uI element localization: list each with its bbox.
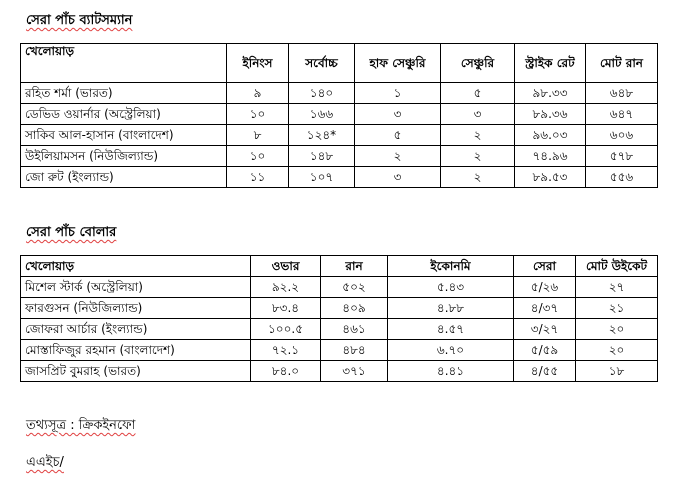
table-row <box>21 319 658 340</box>
batting-title: সেরা পাঁচ ব্যাটসম্যান <box>26 13 133 28</box>
batting-cell: ৫৭৮ <box>586 146 658 167</box>
source-note: তথ্যসূত্র : ক্রিকইনফো <box>26 418 136 433</box>
bowling-header-best: সেরা <box>514 256 576 277</box>
batting-cell: ১০ <box>227 146 289 167</box>
batting-player: উইলিয়ামসন (নিউজিল্যান্ড) <box>21 146 227 167</box>
bowling-cell: ৫/৫৯ <box>514 340 576 361</box>
batting-cell: ১ <box>355 83 441 104</box>
batting-header-fifties: হাফ সেঞ্চুরি <box>355 44 441 83</box>
bowling-cell: ১০০.৫ <box>251 319 321 340</box>
batting-cell: ৬৪৭ <box>586 104 658 125</box>
batting-header-highest: সর্বোচ্চ <box>289 44 355 83</box>
bowling-cell: ৮৪.০ <box>251 361 321 382</box>
bowling-cell: ৬.৭০ <box>388 340 514 361</box>
bowling-player: মিশেল স্টার্ক (অস্ট্রেলিয়া) <box>21 277 251 298</box>
table-row <box>21 298 658 319</box>
bowling-cell: ৪/৫৫ <box>514 361 576 382</box>
batting-cell: ২ <box>441 146 515 167</box>
bowling-header-wickets: মোট উইকেট <box>576 256 658 277</box>
bowling-cell: ৭২.১ <box>251 340 321 361</box>
bowling-cell: ৪০৯ <box>321 298 388 319</box>
table-row <box>21 340 658 361</box>
batting-cell: ৯৬.০৩ <box>515 125 586 146</box>
bowling-player: ফারগুসন (নিউজিল্যান্ড) <box>21 298 251 319</box>
batting-cell: ৯৮.৩৩ <box>515 83 586 104</box>
bowling-header-row <box>21 256 658 277</box>
bowling-player: জোফরা আর্চার (ইংল্যান্ড) <box>21 319 251 340</box>
batting-player: সাকিব আল-হাসান (বাংলাদেশ) <box>21 125 227 146</box>
table-row <box>21 125 658 146</box>
bowling-cell: ৪.৪১ <box>388 361 514 382</box>
batting-cell: ৮৯.৩৬ <box>515 104 586 125</box>
batting-cell: ১৪৮ <box>289 146 355 167</box>
table-row <box>21 361 658 382</box>
batting-cell: ২ <box>355 146 441 167</box>
batting-cell: ১০৭ <box>289 167 355 188</box>
bowling-cell: ৪৬১ <box>321 319 388 340</box>
batting-header-hundreds: সেঞ্চুরি <box>441 44 515 83</box>
bowling-player: মোস্তাফিজুর রহমান (বাংলাদেশ) <box>21 340 251 361</box>
batting-header-total-runs: মোট রান <box>586 44 658 83</box>
batting-player: জো রুট (ইংল্যান্ড) <box>21 167 227 188</box>
batting-player: রহিত শর্মা (ভারত) <box>21 83 227 104</box>
batting-cell: ৬৪৮ <box>586 83 658 104</box>
bowling-table <box>20 255 658 382</box>
batting-cell: ২ <box>441 167 515 188</box>
bowling-title: সেরা পাঁচ বোলার <box>26 225 117 240</box>
bowling-header-economy: ইকোনমি <box>388 256 514 277</box>
batting-player: ডেভিড ওয়ার্নার (অস্ট্রেলিয়া) <box>21 104 227 125</box>
batting-header-strike-rate: স্ট্রাইক রেট <box>515 44 586 83</box>
bowling-header-runs: রান <box>321 256 388 277</box>
batting-cell: ১১ <box>227 167 289 188</box>
batting-cell: ৩ <box>355 167 441 188</box>
bowling-cell: ৩/২৭ <box>514 319 576 340</box>
bowling-cell: ২১ <box>576 298 658 319</box>
bowling-player: জাসপ্রিট বুমরাহ (ভারত) <box>21 361 251 382</box>
batting-header-innings: ইনিংস <box>227 44 289 83</box>
table-row <box>21 167 658 188</box>
batting-cell: ৫৫৬ <box>586 167 658 188</box>
batting-cell: ৮৯.৫৩ <box>515 167 586 188</box>
bowling-header-overs: ওভার <box>251 256 321 277</box>
table-row <box>21 83 658 104</box>
batting-cell: ৫ <box>441 83 515 104</box>
batting-cell: ১৬৬ <box>289 104 355 125</box>
batting-cell: ১২৪* <box>289 125 355 146</box>
bowling-cell: ৯২.২ <box>251 277 321 298</box>
bowling-cell: ৮৩.৪ <box>251 298 321 319</box>
batting-cell: ১৪০ <box>289 83 355 104</box>
table-row <box>21 146 658 167</box>
batting-header-player: খেলোয়াড় <box>21 44 227 83</box>
table-row <box>21 104 658 125</box>
batting-cell: ৯ <box>227 83 289 104</box>
batting-cell: ১০ <box>227 104 289 125</box>
batting-cell: ৫ <box>355 125 441 146</box>
bowling-cell: ২০ <box>576 319 658 340</box>
batting-cell: ২ <box>441 125 515 146</box>
bowling-cell: ৪/৩৭ <box>514 298 576 319</box>
bowling-header-player: খেলোয়াড় <box>21 256 251 277</box>
bowling-cell: ৫.৪৩ <box>388 277 514 298</box>
bowling-cell: ২০ <box>576 340 658 361</box>
batting-table <box>20 43 658 188</box>
batting-cell: ৭৪.৯৬ <box>515 146 586 167</box>
bowling-cell: ৪.৫৭ <box>388 319 514 340</box>
batting-cell: ৩ <box>441 104 515 125</box>
table-row <box>21 277 658 298</box>
bowling-cell: ২৭ <box>576 277 658 298</box>
batting-header-row <box>21 44 658 83</box>
bowling-cell: ১৮ <box>576 361 658 382</box>
signature: এএইচ/ <box>26 455 64 470</box>
bowling-cell: ৪৮৪ <box>321 340 388 361</box>
batting-cell: ৬০৬ <box>586 125 658 146</box>
bowling-cell: ৪.৮৮ <box>388 298 514 319</box>
bowling-cell: ৫/২৬ <box>514 277 576 298</box>
bowling-cell: ৩৭১ <box>321 361 388 382</box>
batting-cell: ৮ <box>227 125 289 146</box>
batting-cell: ৩ <box>355 104 441 125</box>
bowling-cell: ৫০২ <box>321 277 388 298</box>
